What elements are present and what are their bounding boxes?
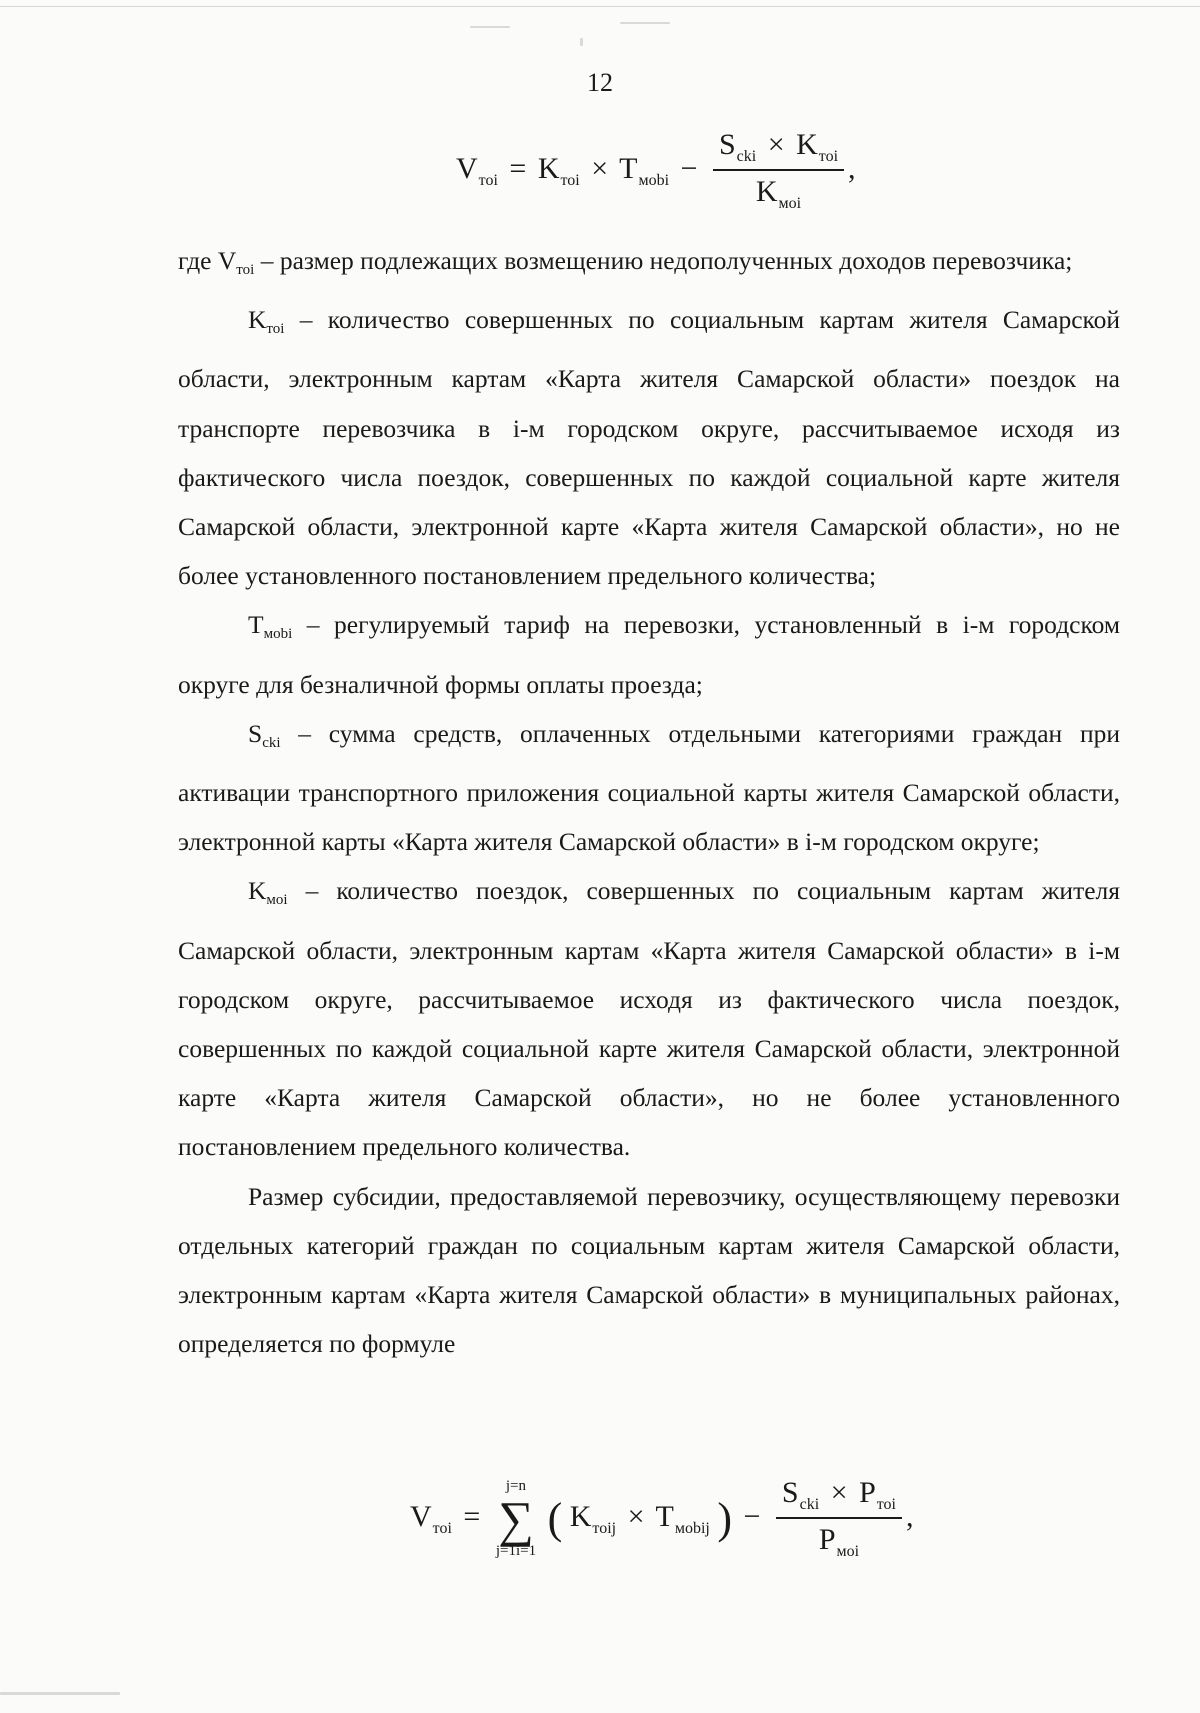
formula-k-term: $K_{тоi}$ [537, 151, 580, 189]
scan-speck [580, 38, 583, 46]
formula-comma: , [905, 1499, 914, 1533]
fraction-numerator: $S_{cki} \times P_{тоi}$ [776, 1478, 902, 1519]
fraction-denominator: $P_{моi}$ [818, 1523, 860, 1560]
definition-k-moi: $K_{моi}$ – количество поездок, совершенных по социальным картам жителя Самарской области, электронным картам «Карта жителя Самарской области» в i-м городском округе, рассчитываемое исходя из фактического числа поездок, совершенных по каждой социальной карте жителя Самарской области, электронной карте «Карта жителя Самарской области», но не более установленного постановлением предельного количества. [178, 876, 1120, 1162]
page-number: 12 [587, 68, 613, 97]
equals-sign: = [463, 1499, 481, 1533]
right-parenthesis: ) [717, 1494, 732, 1543]
definition-k-toi: $K_{тоi}$ – количество совершенных по социальным картам жителя Самарской области, электронным картам «Карта жителя Самарской области» поездок на транспорте перевозчика в i-м городском округе, рассчитываемое исходя из фактического числа поездок, совершенных по каждой социальной карте жителя Самарской области, электронной карте «Карта жителя Самарской области», но не более установленного постановлением предельного количества; [178, 305, 1120, 591]
scan-speck [470, 26, 510, 28]
sum-upper-limit: j=n [505, 1478, 527, 1494]
paragraph-subsidy-formula-intro: Размер субсидии, предоставляемой перевозчику, осуществляющему перевозки отдельных категорий граждан по социальным картам жителя Самарской области, электронным картам «Карта жителя Самарской области» в муниципальных районах, определяется по формуле [178, 1181, 1120, 1359]
formula-fraction [776, 1478, 902, 1560]
formula-lhs: $V_{тоi}$ [456, 151, 498, 189]
definition-v-toi: где $V_{тоi}$ – размер подлежащих возмещению недополученных доходов перевозчика; [178, 246, 1073, 278]
formula-comma: , [848, 151, 856, 185]
minus-sign: − [743, 1499, 761, 1533]
times-sign: × [627, 1499, 645, 1533]
minus-sign: − [680, 151, 698, 185]
times-sign: × [591, 151, 609, 185]
definition-t-mobi: $T_{мobi}$ – регулируемый тариф на перевозки, установленный в i-м городском округе для безналичной формы оплаты проезда; [178, 610, 1120, 699]
definition-s-cki: $S_{cki}$ – сумма средств, оплаченных отдельными категориями граждан при активации транспортного приложения социальной карты жителя Самарской области, электронной карты «Карта жителя Самарской области» в i-м городском округе; [178, 718, 1120, 857]
scan-speck [0, 1692, 120, 1695]
formula-v-toi-municipal [410, 1478, 913, 1560]
formula-fraction [713, 130, 844, 212]
formula-k-term: $K_{тоij}$ [569, 1499, 617, 1537]
scan-edge-line [0, 6, 1200, 8]
sigma-symbol: ∑ [498, 1491, 534, 1547]
document-body [178, 236, 1120, 1368]
formula-t-term: $T_{мobi}$ [619, 151, 670, 189]
scan-speck [620, 22, 670, 24]
formula-v-toi-urban [456, 130, 856, 212]
equals-sign: = [509, 151, 527, 185]
left-parenthesis: ( [547, 1494, 563, 1543]
fraction-numerator: $S_{cki} \times K_{тоi}$ [713, 130, 844, 171]
sum-lower-limit: j=1i=1 [495, 1543, 537, 1559]
summation-sign [496, 1479, 536, 1559]
fraction-denominator: $K_{моi}$ [755, 175, 802, 212]
formula-t-term: $T_{мobij}$ [655, 1499, 710, 1537]
formula-lhs: $V_{тоi}$ [410, 1499, 452, 1537]
